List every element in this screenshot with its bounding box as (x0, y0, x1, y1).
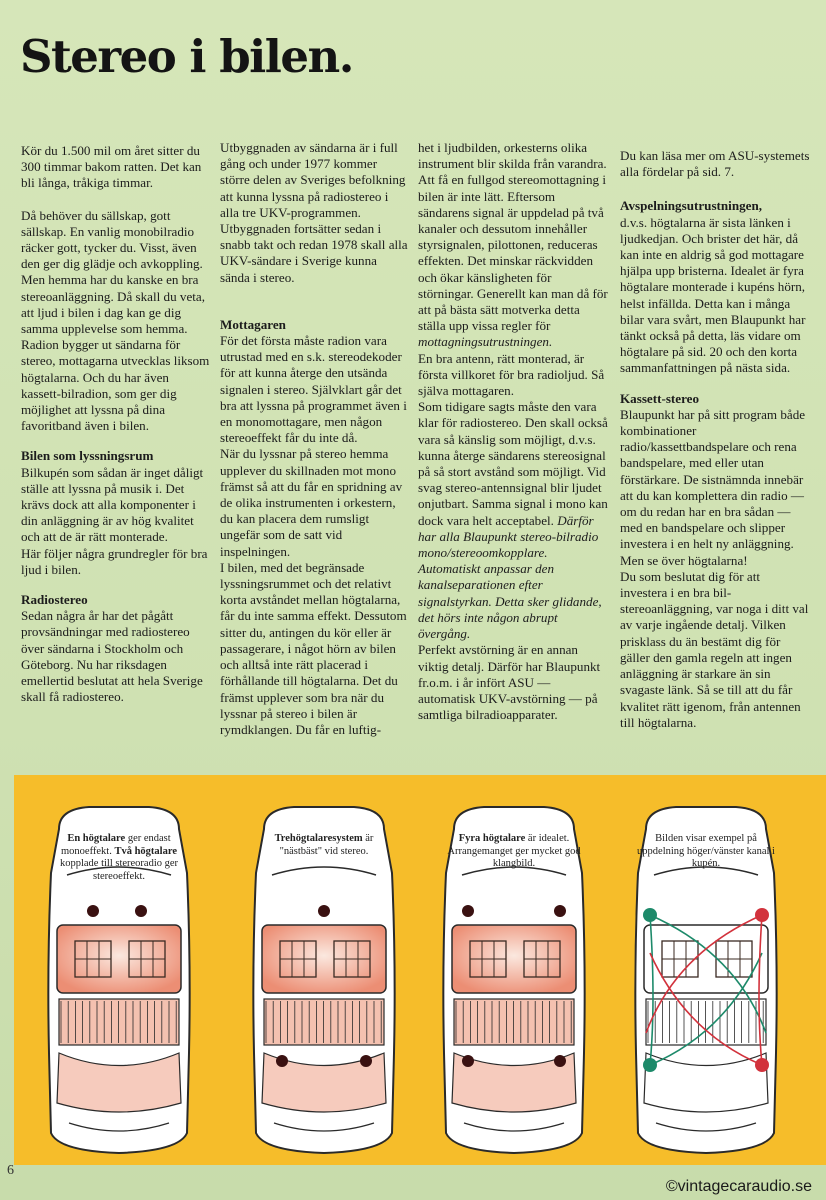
paragraph: het i ljudbilden, orkesterns olika instrument blir skilda från varandra. (418, 140, 607, 172)
text-column-3 (418, 140, 608, 723)
text-column-1 (21, 143, 211, 706)
paragraph: Perfekt avstörning är en annan viktig detalj. Därför har Blaupunkt fr.o.m. i år infört ASU — automatisk UKV-avstörning — på samtliga bilradioapparater. (418, 642, 601, 723)
paragraph: Blaupunkt har på sitt program både kombinationer radio/kassettbandspelare och rena bandspelare, med eller utan förstärkare. De sistnämnda innebär att du kan komplettera din radio — om du redan har en bra sådan — med en bandspelare och slipper investera i en helt ny anläggning. Men se över högtalarna! (620, 406, 806, 568)
car-diagram-2 (234, 803, 414, 1155)
car-diagram-4 (616, 803, 796, 1155)
text-column-4 (620, 148, 810, 731)
paragraph: Då behöver du sällskap, gott sällskap. En vanlig monobilradio räcker gott, tycker du. Visst, även den ger dig glädje och avkoppling. (21, 207, 203, 272)
paragraph: För det första måste radion vara utrustad med en s.k. stereodekoder för att kunna återge den utsända signalen i stereo. Självklart går det bra att lyssna på programmet även i en monomottagare, men någon stereoeffekt får du inte då. (220, 333, 407, 446)
car-diagram-1 (29, 803, 209, 1155)
copyright-credit: ©vintagecaraudio.se (665, 1178, 812, 1195)
paragraph: Sedan några år har det pågått provsändningar med radiostereo över sändarna i Stockholm och Göteborg. Nu har riksdagen emellertid beslutat att hela Sverige skall få radiostereo. (21, 608, 203, 705)
paragraph (418, 172, 608, 350)
paragraph: Men hemma har du kanske en bra stereoanläggning. Då skall du veta, att ljud i bilen i dag kan ge dig samma upplevelse som hemma. Radion bygger ut sändarna för stereo, mottagarna utvecklas liksom högtalarna. Och du har även kassett-bilradion, som ger dig möjlighet att lyssna på dina favoritband även i bilen. (21, 272, 210, 434)
paragraph: Utbyggnaden av sändarna är i full gång och under 1977 kommer större delen av Sveriges befolkning att kunna lyssna på radiostereo i alla tre UKV-programmen. Utbyggnaden fortsätter sedan i snabb takt och redan 1978 skall alla UKV-sändare i Sverige kunna sända i stereo. (220, 140, 408, 285)
paragraph: Kör du 1.500 mil om året sitter du 300 timmar bakom ratten. Det kan bli långa, tråkiga timmar. (21, 143, 202, 191)
paragraph: d.v.s. högtalarna är sista länken i ljudkedjan. Och brister det här, då kan inte en aldrig så god mottagare hjälpa upp bristerna. Idealet är fyra högtalare monterade i kupéns hörn, helst infällda. Detta kan i många bilar vara svårt, men Blaupunkt har tänkt också på detta, läs vidare om högtalare på sid. 20 och den korta sammanfattningen på nästa sida. (620, 214, 806, 376)
car-diagram-3 (424, 803, 604, 1155)
paragraph: I bilen, med det begränsade lyssningsrummet och det relativt korta avståndet mellan högtalarna, får du inte samma effekt. Dessutom sitter du, antingen du kör eller är passagerare, i något hörn av bilen och alltså inte rätt placerad i förhållande till högtalarna. Det du främst upplever som bra när du lyssnar på stereo i bilen är rymdklangen. Du får en luftig- (220, 559, 407, 737)
paragraph: Bilkupén som sådan är inget dåligt ställe att lyssna på musik i. Det krävs dock att alla komponenter i din anläggning är av hög kvalitet och att de är rätt monterade. (21, 464, 204, 545)
text-column-2 (220, 140, 410, 738)
paragraph-italic: mottagningsutrustningen. (418, 334, 553, 350)
paragraph: När du lyssnar på stereo hemma upplever du skillnaden mot mono främst så att du får en spridning av de olika instrumenten i orkestern, du kan placera dem rumsligt ungefär som de satt vid inspelningen. (220, 446, 403, 559)
page-number: 6 (7, 1163, 14, 1178)
paragraph: Du kan läsa mer om ASU-systemets alla fördelar på sid. 7. (620, 148, 810, 180)
section-heading: Bilen som lyssningsrum (21, 448, 154, 464)
section-heading: Mottagaren (220, 316, 286, 332)
page-title: Stereo i bilen. (20, 30, 353, 83)
paragraph (418, 399, 608, 642)
paragraph: Här följer några grundregler för bra ljud i bilen. (21, 545, 208, 577)
speaker-diagram-panel (14, 775, 826, 1165)
diagram-caption: Trehögtalaresystem är "nästbäst" vid stereo. (274, 833, 374, 857)
paragraph-text: Att få en fullgod stereomottagning i bilen är inte lätt. Eftersom sändarens signal är uppdelad på två kanaler och dessutom innehåller styrsignalen, pilottonen, reduceras effekten. Det minskar räckvidden och ökar känsligheten för störningar. Generellt kan man då för att på bästa sätt motverka detta ställa upp vissa regler för (418, 172, 608, 334)
section-heading: Radiostereo (21, 592, 88, 608)
paragraph-italic: Därför har alla Blaupunkt stereo-bilradio mono/stereoomkopplare. Automatiskt anpassar den kanalseparationen efter signalstyrkan. Detta sker glidande, det hörs inte någon abrupt övergång. (418, 512, 602, 642)
paragraph: En bra antenn, rätt monterad, är första villkoret för bra radioljud. Så själva mottagaren. (418, 350, 605, 399)
diagram-caption: En högtalare ger endast monoeffekt. Två högtalare kopplade till stereoradio ger stereoeffekt. (59, 833, 179, 882)
section-heading: Avspelningsutrustningen, (620, 198, 763, 214)
diagram-caption: Bilden visar exempel på uppdelning höger/vänster kanal i kupén. (637, 833, 775, 869)
section-heading: Kassett-stereo (620, 390, 700, 406)
diagram-caption: Fyra högtalare är idealet. Arrangemanget ger mycket god klangbild. (447, 833, 581, 869)
paragraph-text: Som tidigare sagts måste den vara klar för radiostereo. Den skall också vara så känslig som möjligt, d.v.s. kunna återge sändarens stereosignal på så stort avstånd som möjligt. Vid svag stereo-antennsignal blir ljudet onjutbart. Samma signal i mono kan dock vara helt acceptabel. (418, 399, 608, 528)
paragraph: Du som beslutat dig för att investera i en bra bil-stereoanläggning, var noga i ditt val av varje ingående detalj. Vilken prisklass du än bestämt dig för gäller den gamla regeln att ingen anläggning är starkare än sin svagaste länk. Så se till att du får kvalitet rätt igenom, från antennen till högtalarna. (620, 568, 809, 730)
